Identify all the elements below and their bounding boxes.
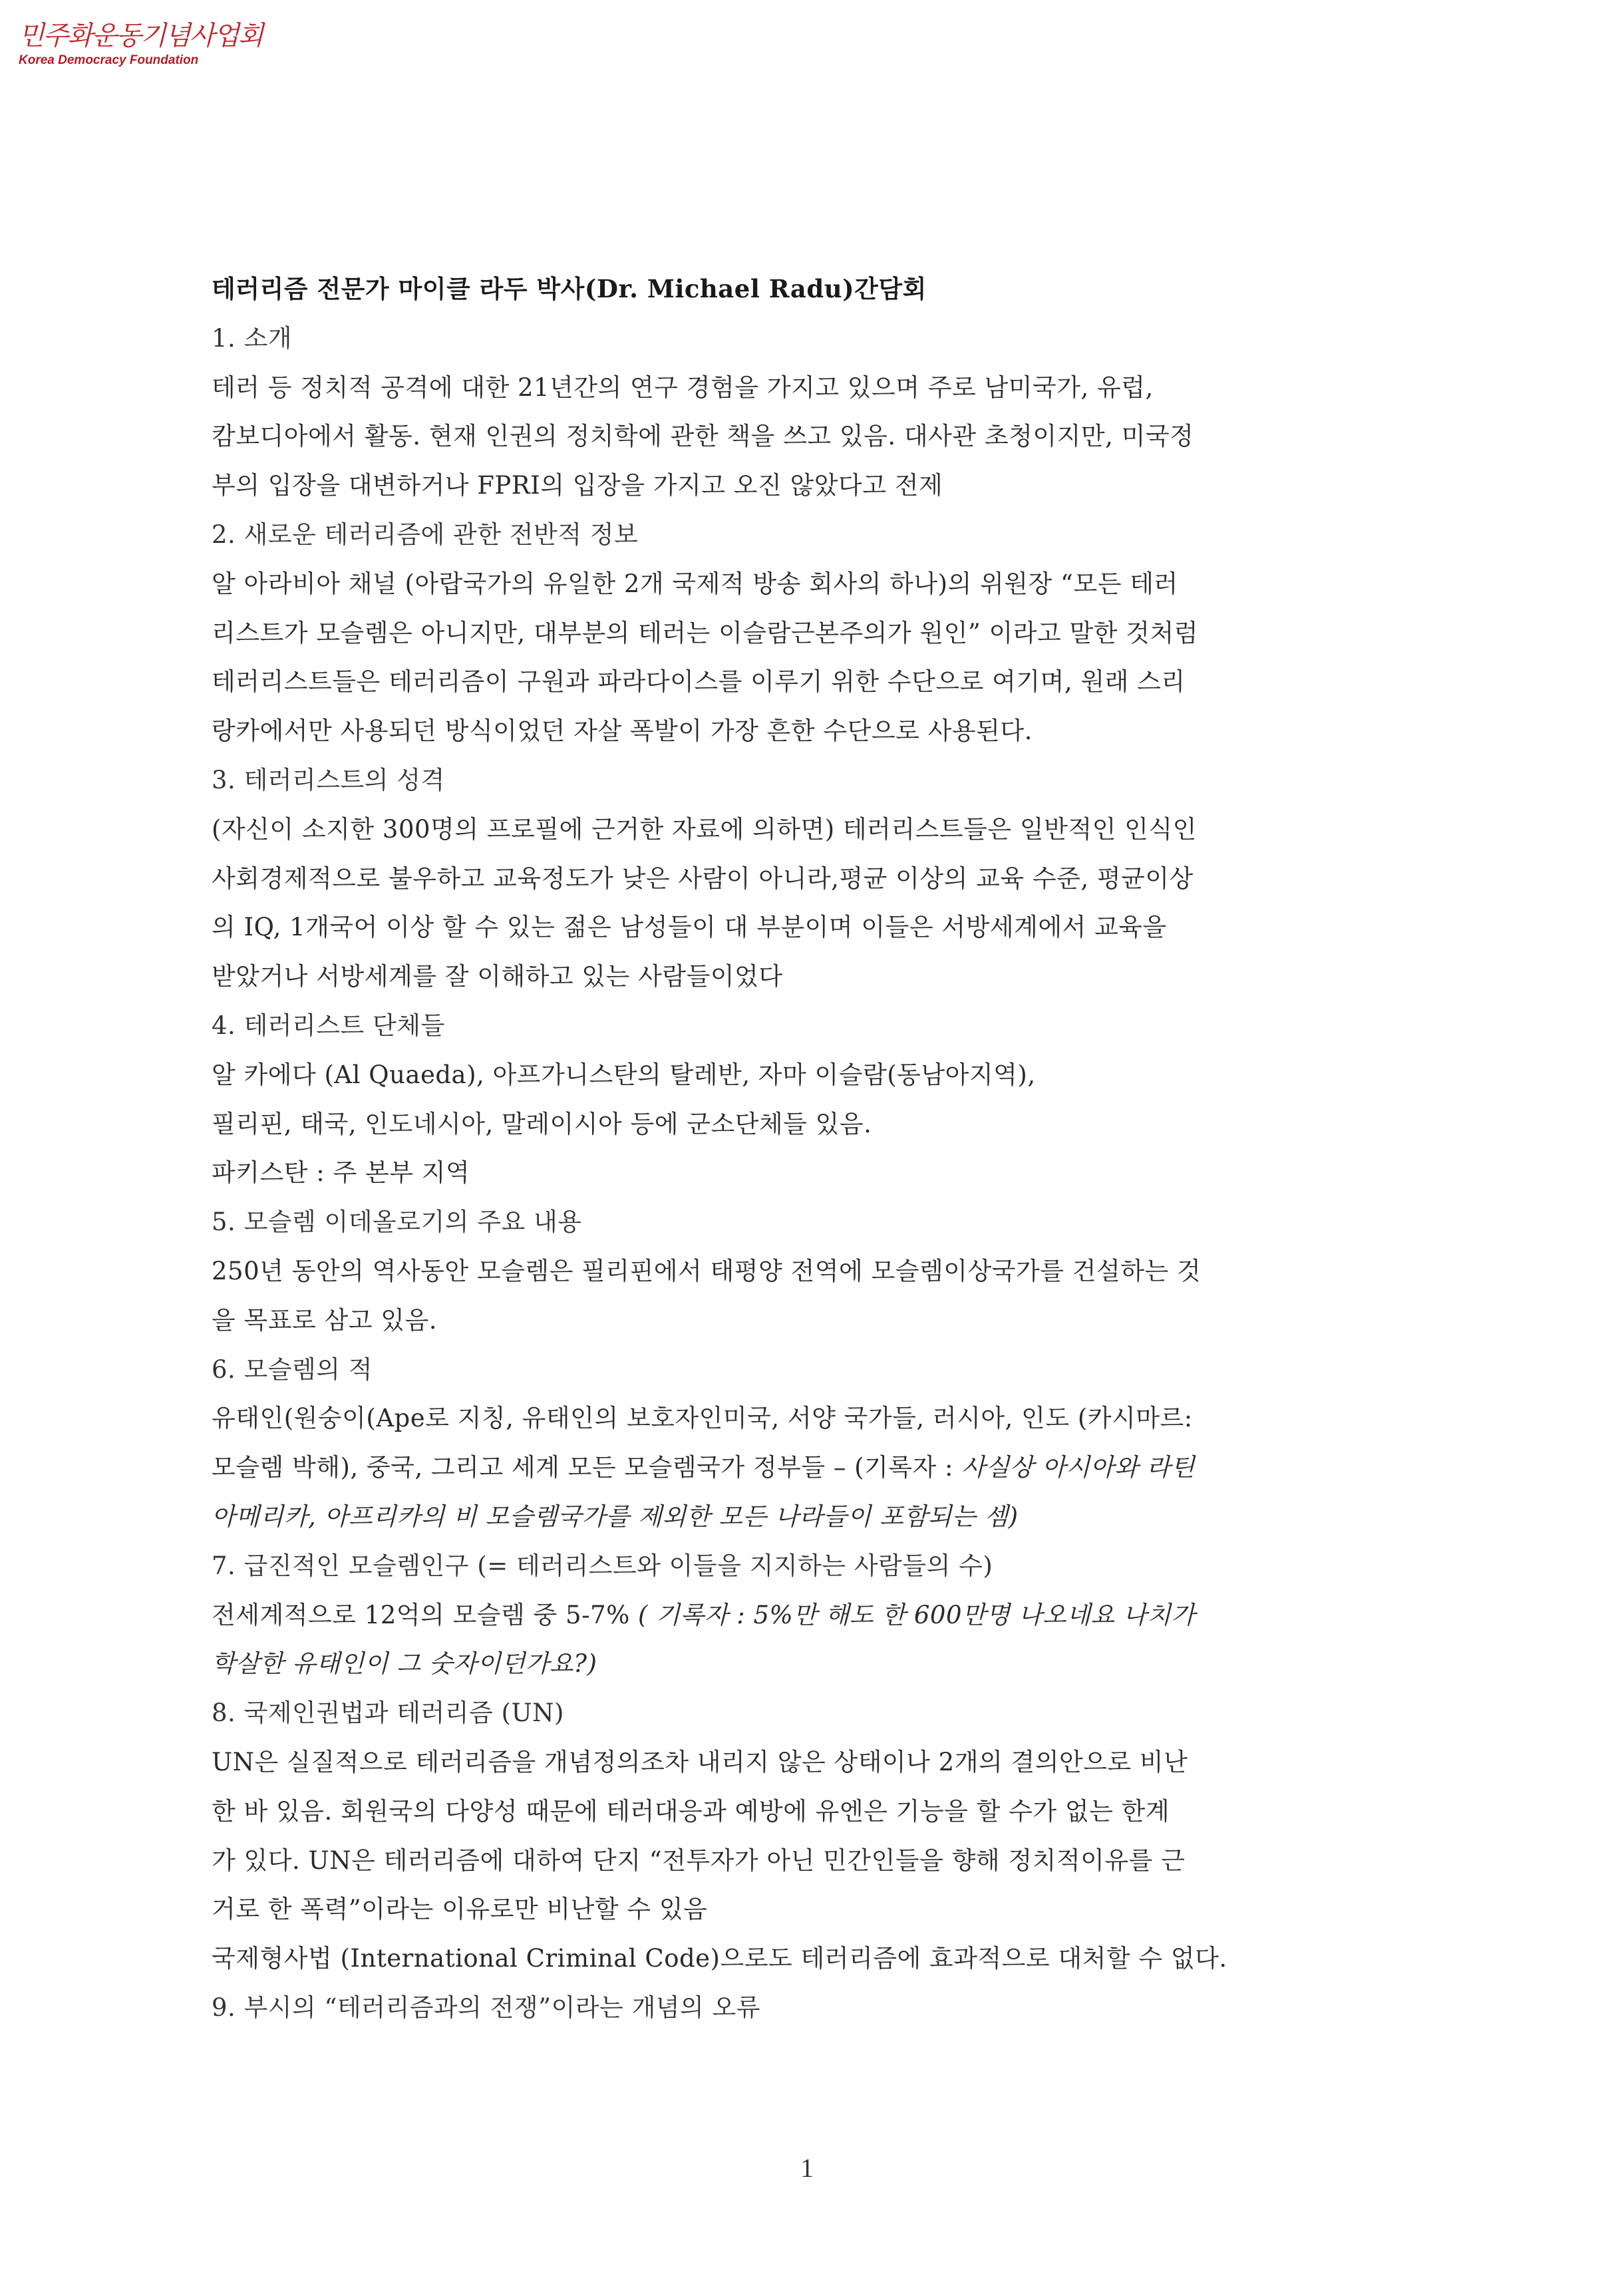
page-number: 1 [800,2153,814,2183]
recorder-note: 사실상 아시아와 라틴 [961,1453,1195,1482]
paragraph-line: 을 목표로 삼고 있음. [212,1305,437,1335]
section-2-heading: 2. 새로운 테러리즘에 관한 전반적 정보 [212,520,639,549]
foundation-logo [19,23,262,68]
recorder-note: 학살한 유태인이 그 숫자이던가요?) [212,1649,597,1679]
paragraph-line: 테러 등 정치적 공격에 대한 21년간의 연구 경험을 가지고 있으며 주로 남미국가, 유럽, [212,373,1154,402]
document-body [212,265,1389,2033]
section-8-heading: 8. 국제인권법과 테러리즘 (UN) [212,1699,564,1728]
paragraph-line: 파키스탄 : 주 본부 지역 [212,1158,470,1188]
paragraph-line [212,1639,1389,1689]
paragraph-line: (자신이 소지한 300명의 프로필에 근거한 자료에 의하면) 테러리스트들은 일반적인 인식인 [212,814,1197,844]
paragraph-line: 국제형사법 (International Criminal Code)으로도 테러리즘에 효과적으로 대처할 수 없다. [212,1944,1227,1973]
paragraph-line: 의 IQ, 1개국어 이상 할 수 있는 젊은 남성들이 대 부분이며 이들은 서방세계에서 교육을 [212,913,1167,942]
recorder-note: ( 기록자 : 5%만 해도 한 600만명 나오네요 나치가 [638,1600,1196,1629]
document-title: 테러리즘 전문가 마이클 라두 박사(Dr. Michael Radu)간담회 [212,274,927,303]
paragraph-line: 랑카에서만 사용되던 방식이었던 자살 폭발이 가장 흔한 수단으로 사용된다. [212,717,1033,746]
section-9-heading: 9. 부시의 “테러리즘과의 전쟁”이라는 개념의 오류 [212,1993,761,2022]
section-5-heading: 5. 모슬렘 이데올로기의 주요 내용 [212,1208,582,1237]
paragraph-line: 250년 동안의 역사동안 모슬렘은 필리핀에서 태평양 전역에 모슬렘이상국가를 건설하는 것 [212,1256,1202,1285]
recorder-note: 아메리카, 아프리카의 비 모슬렘국가를 제외한 모든 나라들이 포함되는 셈) [212,1502,1019,1531]
section-6-heading: 6. 모슬렘의 적 [212,1355,373,1384]
paragraph-line: 사회경제적으로 불우하고 교육정도가 낮은 사람이 아니라,평균 이상의 교육 수준, 평균이상 [212,864,1194,893]
paragraph-line: 필리핀, 태국, 인도네시아, 말레이시아 등에 군소단체들 있음. [212,1109,872,1138]
paragraph-line [212,1492,1389,1542]
paragraph-line: 가 있다. UN은 테러리즘에 대하여 단지 “전투자가 아닌 민간인들을 향해 정치적이유를 근 [212,1846,1186,1875]
paragraph-line [212,1591,1389,1640]
paragraph-line: 알 카에다 (Al Quaeda), 아프가니스탄의 탈레반, 자마 이슬람(동남아지역), [212,1060,1036,1089]
paragraph-line: 받았거나 서방세계를 잘 이해하고 있는 사람들이었다 [212,962,783,991]
section-4-heading: 4. 테러리스트 단체들 [212,1011,445,1040]
logo-korean-text: 민주화운동기념사업회 [19,21,263,51]
section-1-heading: 1. 소개 [212,323,293,353]
paragraph-line: 알 아라비아 채널 (아랍국가의 유일한 2개 국제적 방송 회사의 하나)의 위원장 “모든 테러 [212,569,1178,598]
paragraph-line: 유태인(원숭이(Ape로 지칭, 유태인의 보호자인미국, 서양 국가들, 러시아, 인도 (카시마르: [212,1404,1193,1433]
line-text: 모슬렘 박해), 중국, 그리고 세계 모든 모슬렘국가 정부들 – (기록자 : [212,1453,962,1482]
paragraph-line: 거로 한 폭력”이라는 이유로만 비난할 수 있음 [212,1895,708,1924]
paragraph-line: 한 바 있음. 회원국의 다양성 때문에 테러대응과 예방에 유엔은 기능을 할 수가 없는 한계 [212,1796,1170,1826]
paragraph-line: 캄보디아에서 활동. 현재 인권의 정치학에 관한 책을 쓰고 있음. 대사관 초청이지만, 미국정 [212,422,1194,451]
logo-english-text: Korea Democracy Foundation [19,53,199,67]
paragraph-line: 리스트가 모슬렘은 아니지만, 대부분의 테러는 이슬람근본주의가 원인” 이라고 말한 것처럼 [212,618,1198,647]
paragraph-line: 테러리스트들은 테러리즘이 구원과 파라다이스를 이루기 위한 수단으로 여기며, 원래 스리 [212,667,1186,697]
paragraph-line: UN은 실질적으로 테러리즘을 개념정의조차 내리지 않은 상태이나 2개의 결의안으로 비난 [212,1747,1188,1776]
paragraph-line: 부의 입장을 대변하거나 FPRI의 입장을 가지고 오진 않았다고 전제 [212,471,943,500]
line-text: 전세계적으로 12억의 모슬렘 중 5-7% [212,1600,639,1629]
paragraph-line [212,1443,1389,1492]
section-3-heading: 3. 테러리스트의 성격 [212,765,445,794]
section-7-heading: 7. 급진적인 모슬렘인구 (= 테러리스트와 이들을 지지하는 사람들의 수) [212,1551,993,1580]
